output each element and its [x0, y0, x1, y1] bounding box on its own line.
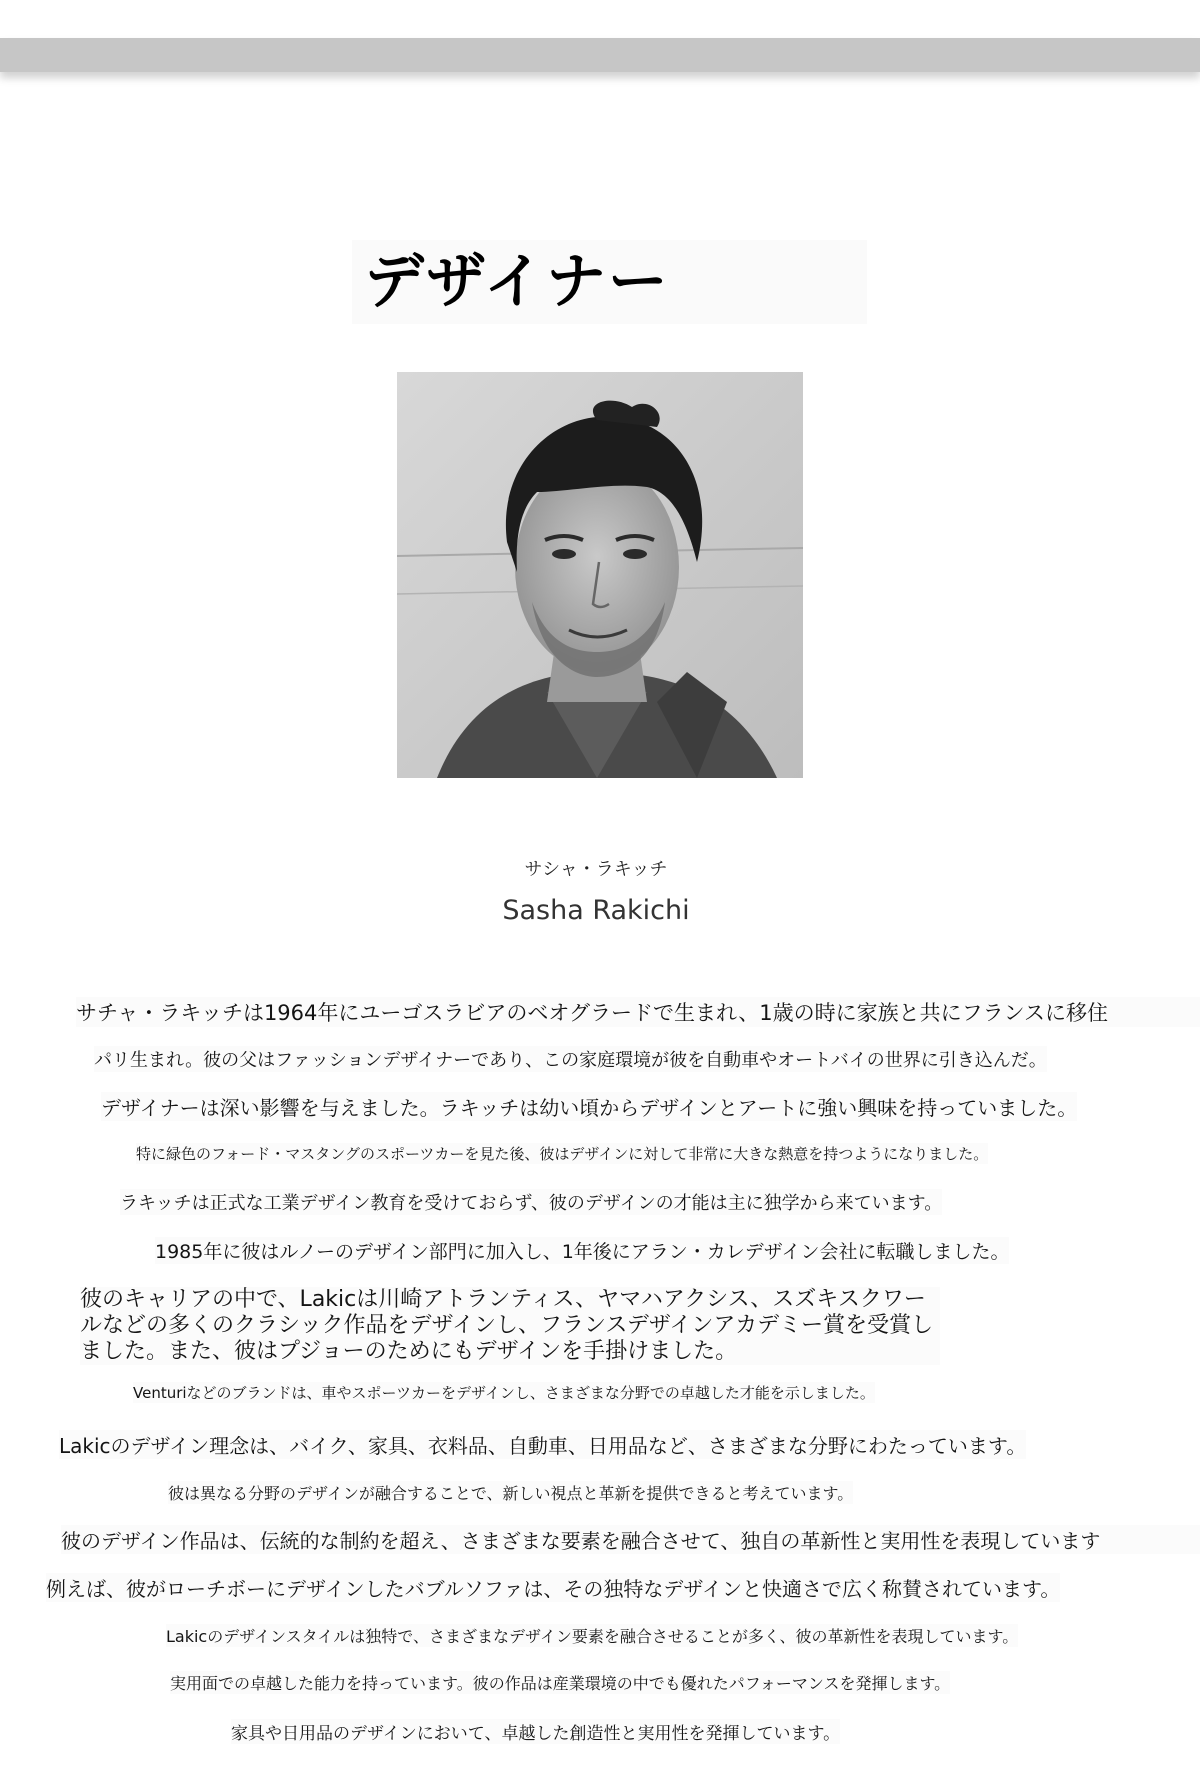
bio-line: 1985年に彼はルノーのデザイン部門に加入し、1年後にアラン・カレデザイン会社に転職しました。 [155, 1237, 1009, 1264]
top-shadow-band [0, 38, 1200, 72]
bio-line: サチャ・ラキッチは1964年にユーゴスラビアのベオグラードで生まれ、1歳の時に家族と共にフランスに移住 [76, 997, 1200, 1027]
designer-portrait [397, 372, 803, 778]
bio-line: 家具や日用品のデザインにおいて、卓越した創造性と実用性を発揮しています。 [231, 1719, 840, 1744]
portrait-photo-icon [397, 372, 803, 778]
bio-line: 実用面での卓越した能力を持っています。彼の作品は産業環境の中でも優れたパフォーマンスを発揮します。 [170, 1671, 950, 1694]
bio-line: Lakicのデザインスタイルは独特で、さまざまなデザイン要素を融合させることが多く、彼の革新性を表現しています。 [166, 1624, 1018, 1647]
bio-line: Lakicのデザイン理念は、バイク、家具、衣料品、自動車、日用品など、さまざまな分野にわたっています。 [59, 1430, 1026, 1459]
bio-line: 彼のデザイン作品は、伝統的な制約を超え、さまざまな要素を融合させて、独自の革新性と実用性を表現しています [61, 1525, 1200, 1554]
page-title: デザイナー [352, 240, 867, 324]
bio-line: 例えば、彼がローチボーにデザインしたバブルソファは、その独特なデザインと快適さで広く称賛されています。 [46, 1573, 1060, 1602]
designer-name-latin: Sasha Rakichi [502, 895, 690, 926]
bio-line: 特に緑色のフォード・マスタングのスポーツカーを見た後、彼はデザインに対して非常に大きな熱意を持つようになりました。 [136, 1145, 989, 1163]
bio-line: パリ生まれ。彼の父はファッションデザイナーであり、この家庭環境が彼を自動車やオートバイの世界に引き込んだ。 [94, 1046, 1047, 1072]
bio-line: Venturiなどのブランドは、車やスポーツカーをデザインし、さまざまな分野での卓越した才能を示しました。 [133, 1384, 875, 1402]
bio-line: 彼は異なる分野のデザインが融合することで、新しい視点と革新を提供できると考えています。 [168, 1481, 853, 1504]
designer-name-kana: サシャ・ラキッチ [524, 859, 668, 880]
bio-line: デザイナーは深い影響を与えました。ラキッチは幼い頃からデザインとアートに強い興味を持っていました。 [101, 1092, 1077, 1121]
bio-line: ラキッチは正式な工業デザイン教育を受けておらず、彼のデザインの才能は主に独学から来ています。 [120, 1189, 942, 1215]
career-paragraph: 彼のキャリアの中で、Lakicは川崎アトランティス、ヤマハアクシス、スズキスクワールなどの多くのクラシック作品をデザインし、フランスデザインアカデミー賞を受賞しました。また、彼はプジョーのためにもデザインを手掛けました。 [80, 1287, 940, 1365]
